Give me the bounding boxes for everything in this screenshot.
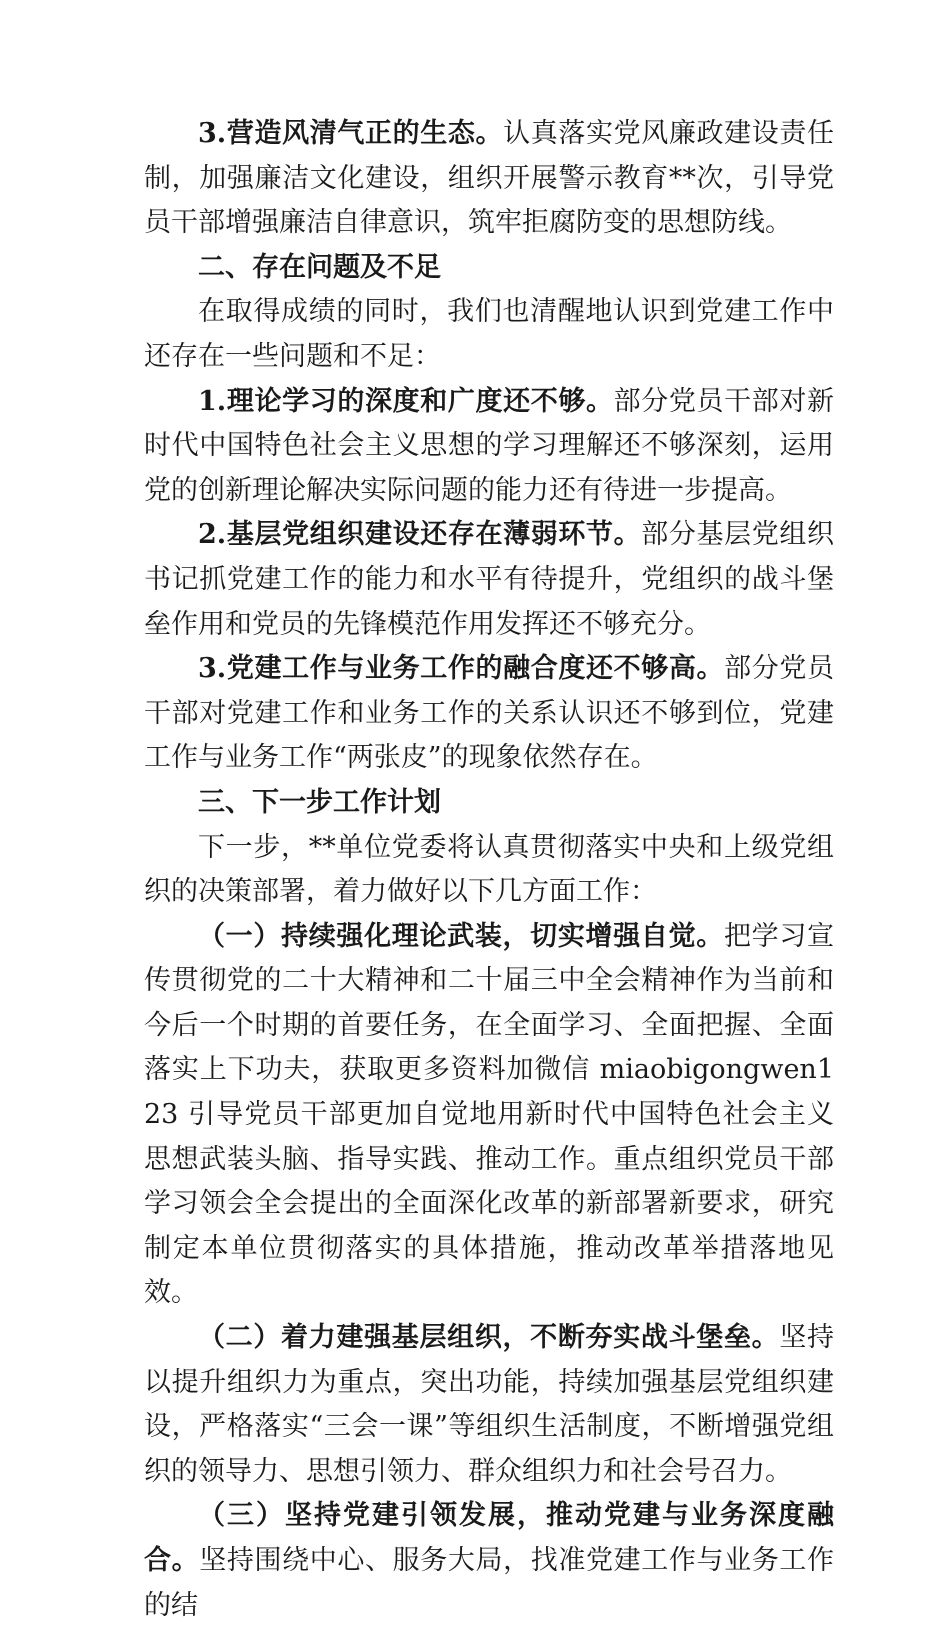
- paragraph-problems-intro: 在取得成绩的同时，我们也清醒地认识到党建工作中还存在一些问题和不足：: [144, 296, 834, 372]
- paragraph-lead: （三）坚持党建引领发展，推动党建与业务深度融合。: [144, 1500, 834, 1576]
- paragraph-integration: [144, 647, 834, 781]
- paragraph-lead: 1.理论学习的深度和广度还不够。: [198, 385, 614, 417]
- paragraph-plan-1: [144, 915, 834, 1316]
- paragraph-atmosphere: [144, 112, 834, 246]
- section-heading-plan: 三、下一步工作计划: [198, 786, 441, 818]
- paragraph-body: 坚持以提升组织力为重点，突出功能，持续加强基层党组织建设，严格落实“三会一课”等组织生活制度，不断增强党组织的领导力、思想引领力、群众组织力和社会号召力。: [144, 1322, 835, 1487]
- paragraph-lead: （二）着力建强基层组织，不断夯实战斗堡垒。: [198, 1322, 780, 1354]
- paragraph-plan-3: [144, 1494, 834, 1628]
- paragraph-body: 部分党员干部对党建工作和业务工作的关系认识还不够到位，党建工作与业务工作“两张皮”的现象依然存在。: [144, 653, 835, 774]
- paragraph-theory: [144, 380, 834, 514]
- paragraph-body: 坚持围绕中心、服务大局，找准党建工作与业务工作的结: [144, 1545, 834, 1621]
- paragraph-plan-2: [144, 1316, 834, 1494]
- paragraph-lead: 2.基层党组织建设还存在薄弱环节。: [198, 519, 642, 551]
- paragraph-grassroots: [144, 513, 834, 647]
- paragraph-body: 部分基层党组织书记抓党建工作的能力和水平有待提升，党组织的战斗堡垒作用和党员的先锋模范作用发挥还不够充分。: [144, 519, 835, 640]
- paragraph-body: 部分党员干部对新时代中国特色社会主义思想的学习理解还不够深刻，运用党的创新理论解决实际问题的能力还有待进一步提高。: [144, 385, 835, 506]
- paragraph-body: 把学习宣传贯彻党的二十大精神和二十届三中全会精神作为当前和今后一个时期的首要任务，在全面学习、全面把握、全面落实上下功夫，获取更多资料加微信 miaobigongwen123 引导党员干部更加自觉地用新时代中国特色社会主义思想武装头脑、指导实践、推动工作。重点组织党员干部学习领会全会提出的全面深化改革的新部署新要求，研究制定本单位贯彻落实的具体措施，推动改革举措落地见效。: [144, 920, 835, 1309]
- paragraph-body: 认真落实党风廉政建设责任制，加强廉洁文化建设，组织开展警示教育**次，引导党员干部增强廉洁自律意识，筑牢拒腐防变的思想防线。: [144, 118, 834, 239]
- section-heading-problems: 二、存在问题及不足: [198, 251, 441, 283]
- paragraph-lead: 3.营造风清气正的生态。: [198, 118, 504, 149]
- document-body: [144, 112, 834, 1628]
- paragraph-lead: （一）持续强化理论武装，切实增强自觉。: [198, 920, 724, 952]
- paragraph-plan-intro: 下一步，**单位党委将认真贯彻落实中央和上级党组织的决策部署，着力做好以下几方面工作：: [144, 831, 834, 908]
- paragraph-lead: 3.党建工作与业务工作的融合度还不够高。: [198, 653, 725, 685]
